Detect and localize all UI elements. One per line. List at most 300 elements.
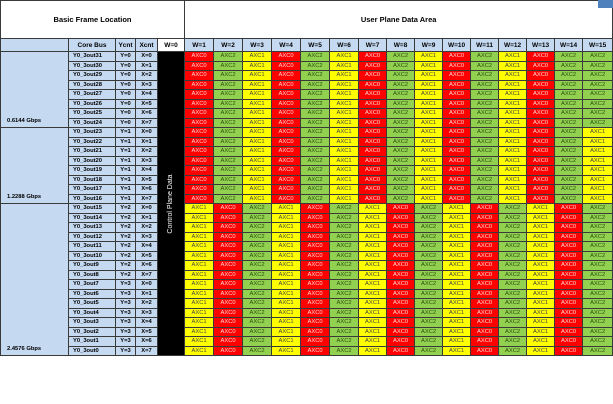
axc-cell: AXC2 bbox=[330, 232, 359, 242]
axc-cell: AXC0 bbox=[214, 299, 243, 309]
axc-cell: AXC0 bbox=[214, 308, 243, 318]
axc-cell: AXC0 bbox=[527, 147, 555, 157]
axc-cell: AXC0 bbox=[185, 109, 214, 119]
axc-cell: AXC1 bbox=[583, 175, 613, 185]
axc-cell: AXC0 bbox=[443, 137, 471, 147]
core-bus-cell: Y0_3out23 bbox=[69, 128, 116, 138]
axc-cell: AXC1 bbox=[499, 185, 527, 195]
axc-cell: AXC2 bbox=[555, 166, 583, 176]
xcnt-cell: X=0 bbox=[136, 204, 158, 214]
axc-cell: AXC0 bbox=[272, 52, 301, 62]
axc-cell: AXC1 bbox=[527, 223, 555, 233]
axc-cell: AXC2 bbox=[330, 213, 359, 223]
ycnt-cell: Y=0 bbox=[116, 71, 136, 81]
line-rate-label: 1.2288 Gbps bbox=[1, 128, 69, 204]
axc-cell: AXC1 bbox=[415, 166, 443, 176]
axc-cell: AXC2 bbox=[583, 327, 613, 337]
table-row bbox=[1, 232, 613, 242]
ycnt-cell: Y=1 bbox=[116, 175, 136, 185]
axc-cell: AXC2 bbox=[243, 289, 272, 299]
axc-cell: AXC2 bbox=[471, 175, 499, 185]
line-rate-label: 0.6144 Gbps bbox=[1, 52, 69, 128]
axc-cell: AXC1 bbox=[527, 280, 555, 290]
axc-cell: AXC1 bbox=[359, 270, 387, 280]
table-row bbox=[1, 251, 613, 261]
axc-cell: AXC1 bbox=[527, 232, 555, 242]
xcnt-cell: X=1 bbox=[136, 289, 158, 299]
axc-cell: AXC2 bbox=[243, 213, 272, 223]
axc-cell: AXC1 bbox=[499, 99, 527, 109]
axc-cell: AXC2 bbox=[214, 128, 243, 138]
axc-cell: AXC2 bbox=[301, 166, 330, 176]
axc-cell: AXC1 bbox=[443, 261, 471, 271]
axc-cell: AXC2 bbox=[583, 52, 613, 62]
axc-cell: AXC0 bbox=[555, 213, 583, 223]
axc-cell: AXC2 bbox=[301, 52, 330, 62]
ycnt-cell: Y=3 bbox=[116, 299, 136, 309]
word-header: W=10 bbox=[443, 39, 471, 52]
axc-cell: AXC2 bbox=[330, 346, 359, 356]
axc-cell: AXC2 bbox=[499, 280, 527, 290]
core-bus-cell: Y0_3out6 bbox=[69, 289, 116, 299]
axc-cell: AXC2 bbox=[301, 61, 330, 71]
axc-cell: AXC0 bbox=[214, 251, 243, 261]
axc-cell: AXC1 bbox=[527, 299, 555, 309]
core-bus-cell: Y0_3out26 bbox=[69, 99, 116, 109]
xcnt-cell: X=6 bbox=[136, 109, 158, 119]
axc-cell: AXC1 bbox=[185, 232, 214, 242]
axc-cell: AXC0 bbox=[359, 128, 387, 138]
axc-cell: AXC1 bbox=[272, 251, 301, 261]
axc-cell: AXC0 bbox=[301, 242, 330, 252]
axc-cell: AXC1 bbox=[527, 270, 555, 280]
axc-cell: AXC1 bbox=[272, 299, 301, 309]
core-bus-cell: Y0_3out12 bbox=[69, 232, 116, 242]
axc-cell: AXC0 bbox=[387, 346, 415, 356]
table-row bbox=[1, 318, 613, 328]
axc-cell: AXC1 bbox=[359, 232, 387, 242]
axc-cell: AXC0 bbox=[214, 327, 243, 337]
axc-cell: AXC1 bbox=[527, 213, 555, 223]
axc-cell: AXC1 bbox=[272, 270, 301, 280]
axc-cell: AXC0 bbox=[301, 299, 330, 309]
axc-cell: AXC0 bbox=[527, 52, 555, 62]
axc-cell: AXC0 bbox=[272, 71, 301, 81]
table-row bbox=[1, 337, 613, 347]
axc-cell: AXC0 bbox=[555, 289, 583, 299]
axc-cell: AXC1 bbox=[243, 71, 272, 81]
axc-cell: AXC2 bbox=[330, 318, 359, 328]
axc-cell: AXC1 bbox=[583, 166, 613, 176]
axc-cell: AXC1 bbox=[243, 52, 272, 62]
axc-cell: AXC2 bbox=[214, 166, 243, 176]
axc-cell: AXC2 bbox=[301, 175, 330, 185]
axc-cell: AXC0 bbox=[387, 213, 415, 223]
core-bus-cell: Y0_3out19 bbox=[69, 166, 116, 176]
axc-cell: AXC2 bbox=[330, 242, 359, 252]
axc-cell: AXC0 bbox=[214, 346, 243, 356]
table-row bbox=[1, 137, 613, 147]
table-row bbox=[1, 109, 613, 119]
word-header: W=8 bbox=[387, 39, 415, 52]
axc-cell: AXC0 bbox=[185, 137, 214, 147]
core-bus-cell: Y0_3out2 bbox=[69, 327, 116, 337]
axc-cell: AXC2 bbox=[415, 213, 443, 223]
axc-cell: AXC0 bbox=[443, 109, 471, 119]
axc-cell: AXC1 bbox=[415, 52, 443, 62]
axc-cell: AXC1 bbox=[527, 318, 555, 328]
core-bus-cell: Y0_3out15 bbox=[69, 204, 116, 214]
axc-cell: AXC2 bbox=[583, 270, 613, 280]
axc-cell: AXC2 bbox=[214, 118, 243, 128]
word-header: W=2 bbox=[214, 39, 243, 52]
axc-cell: AXC0 bbox=[272, 194, 301, 204]
axc-cell: AXC2 bbox=[415, 261, 443, 271]
axc-cell: AXC0 bbox=[555, 232, 583, 242]
axc-cell: AXC0 bbox=[185, 194, 214, 204]
axc-cell: AXC1 bbox=[415, 175, 443, 185]
axc-cell: AXC2 bbox=[471, 99, 499, 109]
axc-cell: AXC0 bbox=[359, 52, 387, 62]
axc-cell: AXC2 bbox=[471, 147, 499, 157]
axc-cell: AXC2 bbox=[243, 327, 272, 337]
word-header: W=11 bbox=[471, 39, 499, 52]
table-row bbox=[1, 261, 613, 271]
axc-cell: AXC0 bbox=[214, 337, 243, 347]
table-row bbox=[1, 99, 613, 109]
axc-cell: AXC0 bbox=[301, 280, 330, 290]
axc-cell: AXC1 bbox=[243, 166, 272, 176]
axc-cell: AXC2 bbox=[330, 204, 359, 214]
axc-cell: AXC1 bbox=[272, 204, 301, 214]
axc-cell: AXC0 bbox=[387, 280, 415, 290]
axc-cell: AXC1 bbox=[583, 137, 613, 147]
xcnt-cell: X=0 bbox=[136, 128, 158, 138]
axc-cell: AXC1 bbox=[330, 175, 359, 185]
axc-cell: AXC2 bbox=[471, 109, 499, 119]
axc-cell: AXC2 bbox=[499, 251, 527, 261]
axc-cell: AXC0 bbox=[387, 242, 415, 252]
xcnt-cell: X=3 bbox=[136, 156, 158, 166]
xcnt-cell: X=4 bbox=[136, 242, 158, 252]
axc-cell: AXC1 bbox=[527, 242, 555, 252]
axc-cell: AXC0 bbox=[359, 109, 387, 119]
axc-cell: AXC2 bbox=[387, 175, 415, 185]
ycnt-cell: Y=0 bbox=[116, 80, 136, 90]
axc-cell: AXC2 bbox=[499, 213, 527, 223]
axc-cell: AXC1 bbox=[359, 223, 387, 233]
axc-cell: AXC0 bbox=[443, 61, 471, 71]
axc-cell: AXC1 bbox=[330, 80, 359, 90]
axc-cell: AXC0 bbox=[555, 337, 583, 347]
axc-cell: AXC2 bbox=[214, 52, 243, 62]
axc-cell: AXC1 bbox=[272, 289, 301, 299]
axc-cell: AXC1 bbox=[443, 242, 471, 252]
axc-cell: AXC1 bbox=[330, 156, 359, 166]
axc-cell: AXC1 bbox=[499, 61, 527, 71]
axc-cell: AXC2 bbox=[583, 280, 613, 290]
axc-cell: AXC2 bbox=[555, 118, 583, 128]
axc-cell: AXC0 bbox=[387, 318, 415, 328]
xcnt-cell: X=3 bbox=[136, 80, 158, 90]
axc-cell: AXC1 bbox=[185, 204, 214, 214]
axc-cell: AXC0 bbox=[272, 166, 301, 176]
axc-cell: AXC1 bbox=[243, 175, 272, 185]
axc-cell: AXC0 bbox=[527, 90, 555, 100]
ycnt-cell: Y=3 bbox=[116, 280, 136, 290]
axc-cell: AXC1 bbox=[359, 280, 387, 290]
axc-cell: AXC1 bbox=[527, 204, 555, 214]
core-bus-cell: Y0_3out28 bbox=[69, 80, 116, 90]
axc-cell: AXC0 bbox=[185, 52, 214, 62]
axc-cell: AXC0 bbox=[471, 346, 499, 356]
axc-cell: AXC2 bbox=[471, 52, 499, 62]
axc-cell: AXC2 bbox=[583, 61, 613, 71]
axc-cell: AXC2 bbox=[243, 318, 272, 328]
axc-cell: AXC1 bbox=[330, 194, 359, 204]
axc-cell: AXC0 bbox=[272, 147, 301, 157]
axc-cell: AXC1 bbox=[272, 261, 301, 271]
axc-cell: AXC1 bbox=[415, 147, 443, 157]
axc-cell: AXC1 bbox=[243, 185, 272, 195]
axc-cell: AXC1 bbox=[499, 175, 527, 185]
axc-cell: AXC0 bbox=[555, 261, 583, 271]
table-row bbox=[1, 128, 613, 138]
axc-cell: AXC0 bbox=[214, 223, 243, 233]
axc-cell: AXC2 bbox=[243, 308, 272, 318]
axc-cell: AXC2 bbox=[415, 223, 443, 233]
axc-cell: AXC1 bbox=[359, 213, 387, 223]
axc-cell: AXC2 bbox=[243, 299, 272, 309]
axc-cell: AXC1 bbox=[499, 109, 527, 119]
axc-cell: AXC0 bbox=[359, 156, 387, 166]
ycnt-cell: Y=1 bbox=[116, 194, 136, 204]
axc-cell: AXC1 bbox=[243, 80, 272, 90]
axc-cell: AXC1 bbox=[272, 223, 301, 233]
axc-cell: AXC2 bbox=[301, 118, 330, 128]
word-header: W=15 bbox=[583, 39, 613, 52]
core-bus-cell: Y0_3out9 bbox=[69, 261, 116, 271]
axc-cell: AXC0 bbox=[185, 118, 214, 128]
axc-cell: AXC0 bbox=[443, 166, 471, 176]
axc-cell: AXC0 bbox=[443, 185, 471, 195]
axc-cell: AXC0 bbox=[301, 308, 330, 318]
axc-cell: AXC0 bbox=[527, 185, 555, 195]
axc-cell: AXC1 bbox=[527, 261, 555, 271]
axc-cell: AXC2 bbox=[387, 156, 415, 166]
axc-cell: AXC0 bbox=[185, 185, 214, 195]
axc-cell: AXC0 bbox=[471, 289, 499, 299]
axc-cell: AXC1 bbox=[443, 318, 471, 328]
ycnt-cell: Y=0 bbox=[116, 90, 136, 100]
word-header: W=13 bbox=[527, 39, 555, 52]
axc-cell: AXC1 bbox=[185, 223, 214, 233]
axc-cell: AXC2 bbox=[415, 280, 443, 290]
axc-cell: AXC2 bbox=[330, 337, 359, 347]
axc-cell: AXC2 bbox=[583, 346, 613, 356]
axc-cell: AXC1 bbox=[243, 156, 272, 166]
axc-cell: AXC2 bbox=[555, 175, 583, 185]
axc-cell: AXC1 bbox=[185, 346, 214, 356]
axc-cell: AXC1 bbox=[330, 128, 359, 138]
axc-cell: AXC0 bbox=[185, 156, 214, 166]
axc-cell: AXC2 bbox=[214, 156, 243, 166]
core-bus-cell: Y0_3out16 bbox=[69, 194, 116, 204]
axc-cell: AXC0 bbox=[301, 270, 330, 280]
axc-cell: AXC2 bbox=[243, 223, 272, 233]
axc-cell: AXC2 bbox=[499, 204, 527, 214]
axc-cell: AXC1 bbox=[243, 147, 272, 157]
axc-cell: AXC0 bbox=[301, 261, 330, 271]
axc-cell: AXC2 bbox=[330, 251, 359, 261]
ycnt-cell: Y=3 bbox=[116, 318, 136, 328]
axc-cell: AXC2 bbox=[214, 61, 243, 71]
axc-cell: AXC1 bbox=[330, 185, 359, 195]
axc-cell: AXC2 bbox=[330, 280, 359, 290]
axc-cell: AXC2 bbox=[301, 147, 330, 157]
axc-cell: AXC2 bbox=[243, 242, 272, 252]
axc-cell: AXC0 bbox=[387, 308, 415, 318]
axc-cell: AXC2 bbox=[301, 137, 330, 147]
axc-cell: AXC1 bbox=[443, 337, 471, 347]
axc-cell: AXC0 bbox=[555, 270, 583, 280]
axc-cell: AXC2 bbox=[583, 99, 613, 109]
table-row bbox=[1, 213, 613, 223]
axc-cell: AXC0 bbox=[185, 80, 214, 90]
axc-cell: AXC2 bbox=[583, 289, 613, 299]
axc-cell: AXC1 bbox=[359, 261, 387, 271]
ycnt-cell: Y=3 bbox=[116, 337, 136, 347]
axc-cell: AXC2 bbox=[555, 156, 583, 166]
table-row bbox=[1, 90, 613, 100]
core-bus-cell: Y0_3out10 bbox=[69, 251, 116, 261]
axc-cell: AXC2 bbox=[387, 128, 415, 138]
axc-cell: AXC2 bbox=[499, 318, 527, 328]
axc-cell: AXC1 bbox=[499, 90, 527, 100]
xcnt-cell: X=1 bbox=[136, 61, 158, 71]
axc-cell: AXC1 bbox=[443, 280, 471, 290]
axc-cell: AXC2 bbox=[471, 156, 499, 166]
axc-cell: AXC2 bbox=[555, 185, 583, 195]
axc-cell: AXC1 bbox=[185, 280, 214, 290]
axc-cell: AXC2 bbox=[243, 280, 272, 290]
table-row bbox=[1, 289, 613, 299]
axc-cell: AXC1 bbox=[272, 327, 301, 337]
axc-cell: AXC0 bbox=[301, 327, 330, 337]
ycnt-cell: Y=1 bbox=[116, 185, 136, 195]
axc-cell: AXC2 bbox=[387, 194, 415, 204]
axc-cell: AXC1 bbox=[499, 147, 527, 157]
axc-cell: AXC1 bbox=[443, 308, 471, 318]
axc-cell: AXC0 bbox=[555, 299, 583, 309]
axc-cell: AXC0 bbox=[555, 242, 583, 252]
axc-cell: AXC1 bbox=[359, 251, 387, 261]
xcnt-cell: X=6 bbox=[136, 261, 158, 271]
axc-cell: AXC1 bbox=[443, 346, 471, 356]
axc-cell: AXC0 bbox=[555, 223, 583, 233]
table-row bbox=[1, 346, 613, 356]
axc-cell: AXC0 bbox=[359, 137, 387, 147]
axc-cell: AXC2 bbox=[214, 194, 243, 204]
axc-cell: AXC0 bbox=[555, 251, 583, 261]
axc-cell: AXC1 bbox=[415, 61, 443, 71]
axc-cell: AXC2 bbox=[583, 213, 613, 223]
axc-cell: AXC1 bbox=[415, 156, 443, 166]
core-bus-cell: Y0_3out22 bbox=[69, 137, 116, 147]
axc-cell: AXC0 bbox=[359, 194, 387, 204]
axc-cell: AXC1 bbox=[272, 232, 301, 242]
ycnt-cell: Y=0 bbox=[116, 99, 136, 109]
axc-cell: AXC0 bbox=[272, 80, 301, 90]
axc-cell: AXC1 bbox=[443, 270, 471, 280]
ycnt-cell: Y=2 bbox=[116, 223, 136, 233]
axc-cell: AXC2 bbox=[415, 204, 443, 214]
axc-cell: AXC0 bbox=[471, 232, 499, 242]
axc-cell: AXC1 bbox=[272, 280, 301, 290]
axc-cell: AXC2 bbox=[214, 175, 243, 185]
xcnt-cell: X=2 bbox=[136, 223, 158, 233]
axc-cell: AXC2 bbox=[499, 242, 527, 252]
axc-cell: AXC0 bbox=[471, 299, 499, 309]
axc-cell: AXC1 bbox=[185, 318, 214, 328]
ycnt-cell: Y=2 bbox=[116, 251, 136, 261]
table-row bbox=[1, 194, 613, 204]
core-bus-cell: Y0_3out20 bbox=[69, 156, 116, 166]
axc-cell: AXC0 bbox=[272, 61, 301, 71]
axc-cell: AXC1 bbox=[359, 242, 387, 252]
axc-cell: AXC2 bbox=[415, 251, 443, 261]
axc-cell: AXC2 bbox=[583, 232, 613, 242]
axc-cell: AXC2 bbox=[301, 80, 330, 90]
core-bus-cell: Y0_3out31 bbox=[69, 52, 116, 62]
axc-cell: AXC0 bbox=[527, 194, 555, 204]
axc-cell: AXC1 bbox=[415, 185, 443, 195]
axc-cell: AXC1 bbox=[272, 308, 301, 318]
axc-cell: AXC2 bbox=[214, 109, 243, 119]
axc-cell: AXC1 bbox=[330, 61, 359, 71]
axc-cell: AXC1 bbox=[415, 99, 443, 109]
axc-cell: AXC2 bbox=[583, 118, 613, 128]
axc-cell: AXC0 bbox=[443, 90, 471, 100]
axc-cell: AXC1 bbox=[359, 327, 387, 337]
axc-cell: AXC1 bbox=[330, 52, 359, 62]
ycnt-cell: Y=1 bbox=[116, 128, 136, 138]
axc-cell: AXC1 bbox=[443, 251, 471, 261]
xcnt-cell: X=2 bbox=[136, 71, 158, 81]
axc-cell: AXC1 bbox=[527, 251, 555, 261]
ycnt-cell: Y=2 bbox=[116, 270, 136, 280]
axc-cell: AXC2 bbox=[330, 299, 359, 309]
axc-cell: AXC0 bbox=[301, 204, 330, 214]
axc-cell: AXC2 bbox=[330, 261, 359, 271]
axc-cell: AXC2 bbox=[555, 128, 583, 138]
axc-cell: AXC2 bbox=[415, 308, 443, 318]
axc-cell: AXC1 bbox=[443, 204, 471, 214]
word-header: W=14 bbox=[555, 39, 583, 52]
axc-cell: AXC2 bbox=[387, 80, 415, 90]
axc-cell: AXC0 bbox=[214, 242, 243, 252]
xcnt-cell: X=7 bbox=[136, 346, 158, 356]
xcnt-cell: X=6 bbox=[136, 337, 158, 347]
xcnt-cell: X=1 bbox=[136, 213, 158, 223]
axc-cell: AXC2 bbox=[583, 71, 613, 81]
axc-cell: AXC2 bbox=[583, 204, 613, 214]
axc-cell: AXC2 bbox=[415, 232, 443, 242]
axc-cell: AXC0 bbox=[185, 61, 214, 71]
axc-cell: AXC0 bbox=[185, 99, 214, 109]
axc-cell: AXC1 bbox=[330, 90, 359, 100]
axc-cell: AXC1 bbox=[359, 299, 387, 309]
